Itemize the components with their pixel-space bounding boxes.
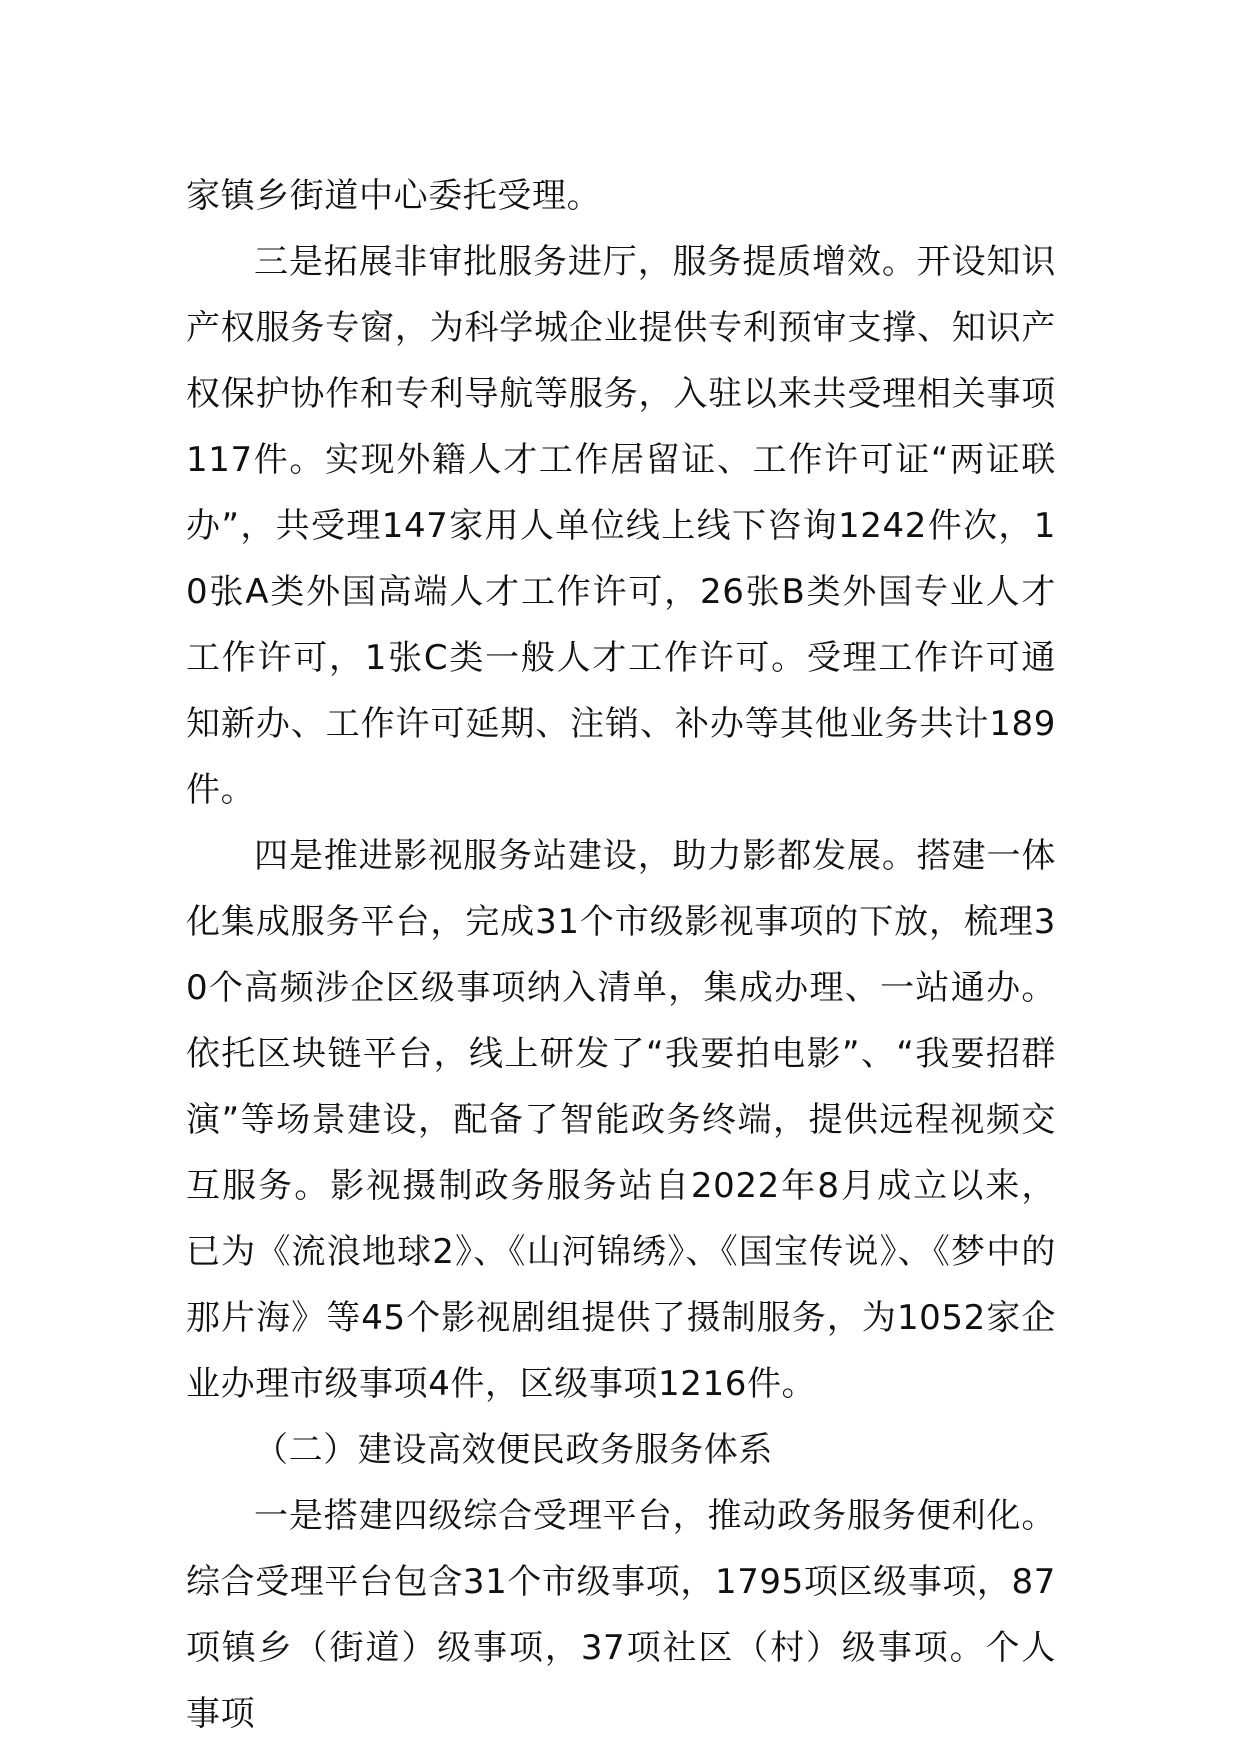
paragraph-continuation: 家镇乡街道中心委托受理。	[186, 176, 602, 216]
paragraph-non-approval-services: 三是拓展非审批服务进厅，服务提质增效。开设知识产权服务专窗，为科学城企业提供专利预审支撑、知识产权保护协作和专利导航等服务，入驻以来共受理相关事项117件。实现外籍人才工作居留证、工作许可证“两证联办”，共受理147家用人单位线上线下咨询1242件次，10张A类外国高端人才工作许可，26张B类外国专业人才工作许可，1张C类一般人才工作许可。受理工作许可通知新办、工作许可延期、注销、补办等其他业务共计189件。	[186, 242, 1056, 810]
section-heading: （二）建设高效便民政务服务体系	[254, 1430, 773, 1470]
document-body	[186, 163, 1056, 1747]
paragraph-four-level-platform: 一是搭建四级综合受理平台，推动政务服务便利化。综合受理平台包含31个市级事项，1795项区级事项，87项镇乡（街道）级事项，37项社区（村）级事项。个人事项	[186, 1496, 1056, 1734]
paragraph-film-service-station: 四是推进影视服务站建设，助力影都发展。搭建一体化集成服务平台，完成31个市级影视事项的下放，梳理30个高频涉企区级事项纳入清单，集成办理、一站通办。依托区块链平台，线上研发了“我要拍电影”、“我要招群演”等场景建设，配备了智能政务终端，提供远程视频交互服务。影视摄制政务服务站自2022年8月成立以来，已为《流浪地球2》、《山河锦绣》、《国宝传说》、《梦中的那片海》等45个影视剧组提供了摄制服务，为1052家企业办理市级事项4件，区级事项1216件。	[186, 836, 1056, 1404]
